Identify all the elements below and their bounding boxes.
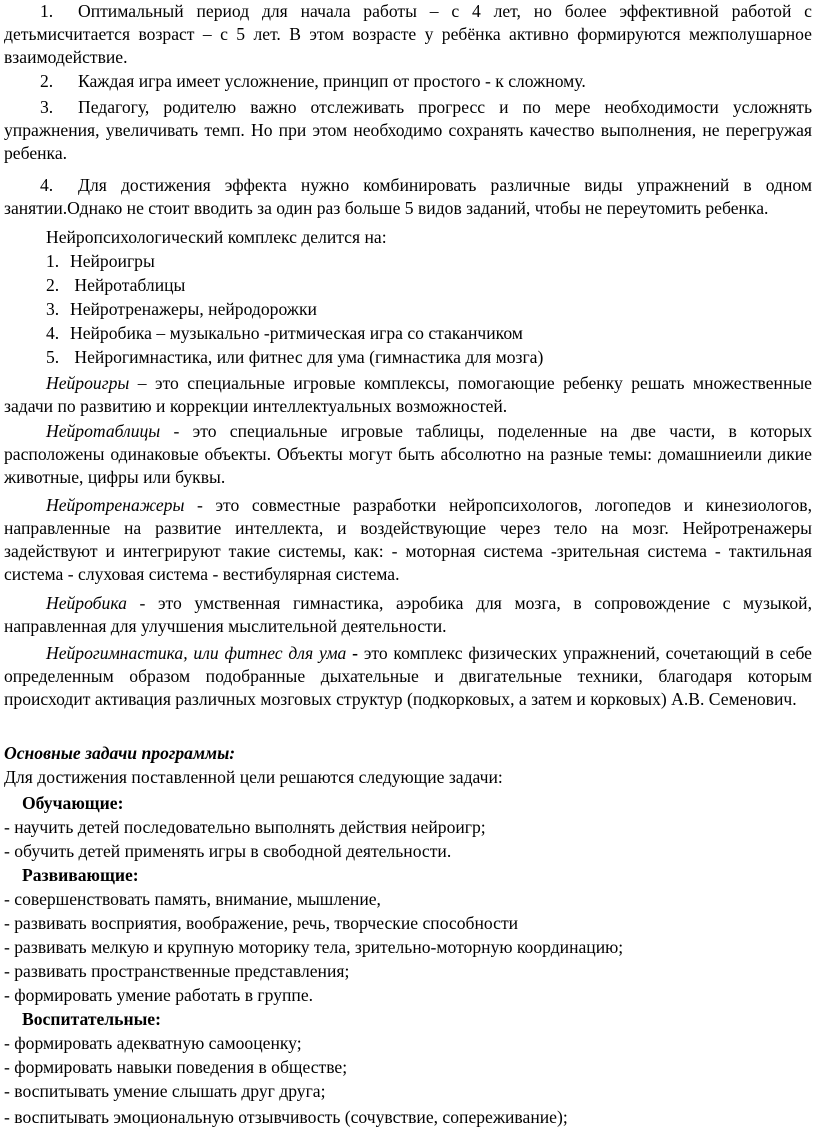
numbered-paragraph-4: [4, 174, 812, 220]
definition-text: - это совместные разработки нейропсихологов, логопедов и кинезиологов, направленные на развитие интеллекта, и воздействующие через тело на мозг. Нейротренажеры задействуют и интегрируют такие системы, как: - моторная система -зрительная система - тактильная система - слуховая система - вестибулярная система.: [4, 495, 812, 584]
complex-list-item: 3. Нейротренажеры, нейродорожки: [46, 299, 317, 319]
definition-neurobics: [4, 592, 812, 638]
task-item: - формировать адекватную самооценку;: [4, 1033, 302, 1053]
definition-text: - это специальные игровые таблицы, поделенные на две части, в которых расположены одинаковые объекты. Объекты могут быть абсолютно на разные темы: домашниеили дикие животные, цифры или буквы.: [4, 421, 812, 487]
task-item: - формировать навыки поведения в обществе;: [4, 1057, 348, 1077]
task-item: - научить детей последовательно выполнять действия нейроигр;: [4, 817, 486, 837]
definition-dash: -: [346, 643, 364, 663]
paragraph-text: Каждая игра имеет усложнение, принцип от простого - к сложному.: [78, 71, 586, 91]
paragraph-number: 3.: [40, 97, 54, 117]
paragraph-text: Для достижения эффекта нужно комбинировать различные виды упражнений в одном занятии.Однако не стоит вводить за один раз больше 5 видов заданий, чтобы не переутомить ребенка.: [4, 175, 812, 218]
complex-intro: Нейропсихологический комплекс делится на:: [46, 227, 387, 247]
task-item: - развивать восприятия, воображение, речь, творческие способности: [4, 913, 519, 933]
definition-term: Нейрогимнастика, или фитнес для ума: [46, 643, 347, 663]
numbered-paragraph-3: [4, 96, 812, 165]
paragraph-text: Оптимальный период для начала работы – с 4 лет, но более эффективной работой с детьмисчитается возраст – с 5 лет. В этом возрасте у ребёнка активно формируются межполушарное взаимодействие.: [4, 1, 812, 67]
task-item: - развивать пространственные представления;: [4, 961, 350, 981]
paragraph-number: 4.: [40, 175, 54, 195]
tasks-intro: Для достижения поставленной цели решаются следующие задачи:: [4, 767, 503, 787]
complex-list-item: 1. Нейроигры: [46, 251, 155, 271]
group-title-teaching: Обучающие:: [22, 793, 124, 813]
complex-list-item: 4. Нейробика – музыкально -ритмическая игра со стаканчиком: [46, 323, 523, 343]
definition-text: - это умственная гимнастика, аэробика для мозга, в сопровождение с музыкой, направленная для улучшения мыслительной деятельности.: [4, 593, 812, 636]
paragraph-text: Педагогу, родителю важно отслеживать прогресс и по мере необходимости усложнять упражнения, увеличивать темп. Но при этом необходимо сохранять качество выполнения, не перегружая ребенка.: [4, 97, 812, 163]
definition-text: – это специальные игровые комплексы, помогающие ребенку решать множественные задачи по развитию и коррекции интеллектуальных возможностей.: [4, 373, 812, 416]
definition-term: Нейротренажеры: [46, 495, 185, 515]
complex-list-item: 2. Нейротаблицы: [46, 275, 186, 295]
task-item: - воспитывать умение слышать друг друга;: [4, 1081, 326, 1101]
definition-term: Нейроигры: [46, 373, 130, 393]
complex-list-item: 5. Нейрогимнастика, или фитнес для ума (гимнастика для мозга): [46, 347, 544, 367]
task-item: - развивать мелкую и крупную моторику тела, зрительно-моторную координацию;: [4, 937, 624, 957]
group-title-developing: Развивающие:: [22, 865, 139, 885]
task-item: - совершенствовать память, внимание, мышление,: [4, 889, 381, 909]
paragraph-number: 1.: [40, 1, 54, 21]
definition-neurogymnastics: [4, 642, 812, 711]
task-item: - воспитывать эмоциональную отзывчивость (сочувствие, сопереживание);: [4, 1107, 568, 1127]
definition-neurotrainers: [4, 494, 812, 586]
numbered-paragraph-1: [4, 0, 812, 69]
task-item: - формировать умение работать в группе.: [4, 985, 314, 1005]
paragraph-number: 2.: [40, 71, 54, 91]
definition-text: это комплекс физических упражнений, сочетающий в себе определенным образом подобранные дыхательные и двигательные техники, благодаря которым происходит активация различных мозговых структур (подкорковых, а затем и корковых) А.В. Семенович.: [4, 643, 812, 709]
group-title-educational: Воспитательные:: [22, 1009, 161, 1029]
numbered-paragraph-2: [4, 70, 812, 93]
definition-term: Нейротаблицы: [46, 421, 161, 441]
definition-neurogames: [4, 372, 812, 418]
tasks-heading: Основные задачи программы:: [4, 743, 236, 763]
task-item: - обучить детей применять игры в свободной деятельности.: [4, 841, 452, 861]
definition-neurotables: [4, 420, 812, 489]
definition-term: Нейробика: [46, 593, 127, 613]
